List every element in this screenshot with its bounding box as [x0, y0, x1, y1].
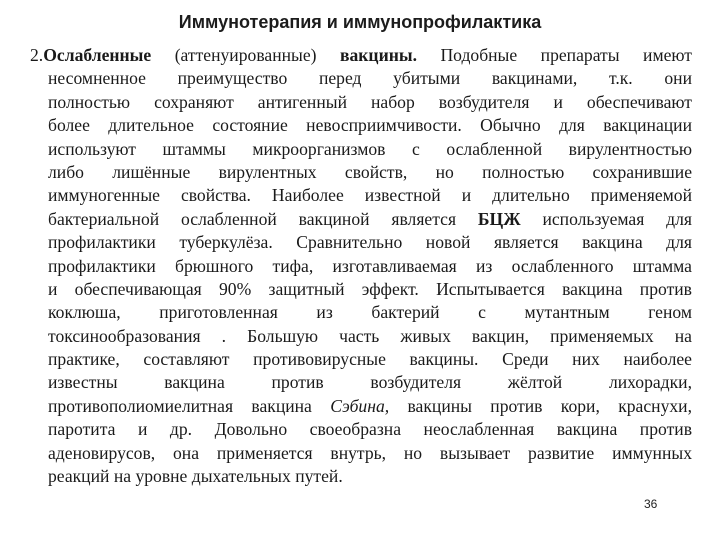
text-line: паротита и др. Довольно своеобразна неослабленная вакцина против	[48, 419, 692, 440]
text-line: используют штаммы микроорганизмов с ослабленной вирулентностью	[48, 138, 692, 159]
text-line: профилактики брюшного тифа, изготавливаемая из ослабленного штамма	[48, 255, 692, 276]
text-line: иммуногенные свойства. Наиболее известной и длительно применяемой	[48, 185, 692, 206]
text-line: известны вакцина против возбудителя жёлтой лихорадки,	[48, 372, 692, 393]
text-line: токсинообразования . Большую часть живых вакцин, применяемых на	[48, 325, 692, 346]
text-line: либо лишённые вирулентных свойств, но полностью сохранившие	[48, 161, 692, 182]
text-span: используемая для	[520, 208, 692, 229]
text-span: противополиомиелитная вакцина	[48, 395, 331, 416]
text-span: Подобные препараты имеют	[416, 45, 692, 65]
text-line: коклюша, приготовленная из бактерий с мутантным геном	[48, 302, 692, 323]
text-line: реакций на уровне дыхательных путей.	[48, 466, 343, 487]
text-line: аденовирусов, она применяется внутрь, но вызывает развитие иммунных	[48, 442, 692, 463]
text-line: более длительное состояние невосприимчивости. Обычно для вакцинации	[48, 115, 692, 136]
italic-term-sabin: Сэбина,	[330, 395, 390, 416]
text-line	[30, 208, 692, 231]
body-paragraph	[30, 44, 692, 488]
paragraph-number: 2.	[30, 45, 44, 65]
text-span: вакцины против кори, краснухи,	[389, 395, 692, 416]
bold-term-bcg: БЦЖ	[477, 208, 521, 229]
bold-term-attenuated: Ослабленные	[43, 45, 152, 65]
text-line: несомненное преимущество перед убитыми вакцинами, т.к. они	[48, 68, 692, 89]
text-line: профилактики туберкулёза. Сравнительно новой является вакцина для	[48, 232, 692, 253]
page-number: 36	[644, 497, 658, 511]
text-line	[30, 395, 692, 418]
text-line: полностью сохраняют антигенный набор возбудителя и обеспечивают	[48, 91, 692, 112]
text-span: бактериальной ослабленной вакциной является	[48, 208, 478, 229]
text-line	[30, 44, 692, 67]
slide-title: Иммунотерапия и иммунопрофилактика	[178, 12, 542, 32]
bold-term-vaccines: вакцины.	[340, 45, 417, 65]
text-line: и обеспечивающая 90% защитный эффект. Испытывается вакцина против	[48, 278, 692, 299]
text-span: (аттенуированные)	[151, 45, 340, 65]
text-line: практике, составляют противовирусные вакцины. Среди них наиболее	[48, 349, 692, 370]
